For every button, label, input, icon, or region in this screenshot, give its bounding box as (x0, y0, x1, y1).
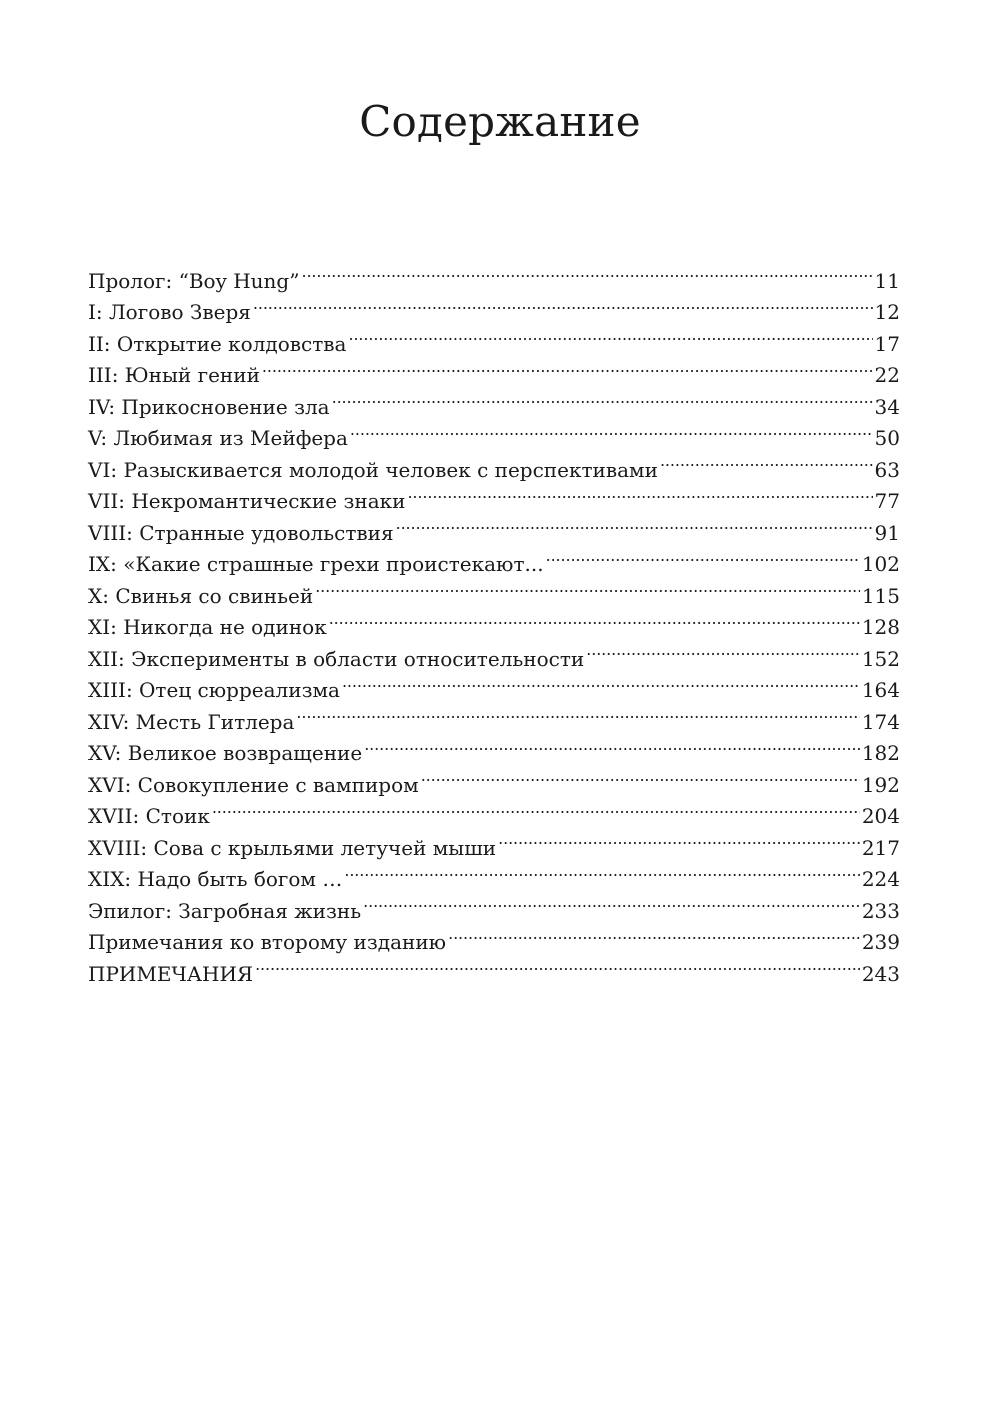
toc-entry-label: ПРИМЕЧАНИЯ (88, 961, 254, 986)
toc-dot-leader (315, 571, 860, 603)
toc-entry-page-number: 77 (874, 489, 900, 513)
page-title: Содержание (359, 97, 641, 146)
toc-entry-label: VI: Разыскивается молодой человек с перспективами (88, 457, 658, 482)
toc-entry-page-number: 239 (861, 930, 900, 954)
toc-dot-leader (212, 792, 860, 824)
toc-dot-leader (660, 445, 873, 477)
toc-entry-label: II: Открытие колдовства (88, 331, 347, 356)
toc-entry-page-number: 63 (874, 457, 900, 482)
toc-entry-page-number: 152 (861, 646, 900, 671)
toc-entry-label: XI: Никогда не одинок (88, 615, 327, 639)
toc-entry-label: X: Свинья со свиньей (88, 583, 314, 608)
toc-entry-page-number: 50 (874, 426, 900, 450)
toc-entry-page-number: 12 (874, 300, 900, 324)
toc-dot-leader (448, 918, 860, 950)
toc-dot-leader (342, 666, 860, 698)
toc-dot-leader (301, 256, 872, 288)
toc-entry-label: IV: Прикосновение зла (88, 394, 330, 419)
toc-dot-leader (348, 319, 872, 351)
toc-entry-page-number: 243 (861, 961, 900, 986)
toc-dot-leader (350, 414, 873, 446)
toc-dot-leader (364, 729, 860, 761)
toc-dot-leader (407, 477, 872, 509)
toc-dot-leader (255, 949, 860, 981)
toc-entry-label: I: Логово Зверя (88, 300, 251, 324)
toc-entry-page-number: 17 (874, 331, 900, 356)
toc-entry-label: V: Любимая из Мейфера (88, 426, 348, 450)
toc-entry-label: IX: «Какие страшные грехи проистекают... (88, 552, 544, 576)
toc-dot-leader (344, 855, 859, 887)
toc-entry-page-number: 34 (874, 394, 900, 419)
toc-entry-label: XV: Великое возвращение (88, 741, 363, 765)
toc-dot-leader (396, 508, 873, 540)
toc-entry-label: XIX: Надо быть богом … (88, 867, 343, 891)
toc-dot-leader (498, 823, 860, 855)
toc-entry-page-number: 128 (861, 615, 900, 639)
toc-dot-leader (329, 603, 860, 635)
toc-entry-page-number: 164 (861, 678, 900, 702)
toc-entry-label: VIII: Странные удовольствия (88, 520, 394, 545)
toc-dot-leader (296, 697, 859, 729)
toc-entry-label: XIV: Месть Гитлера (88, 709, 295, 734)
toc-entry-page-number: 217 (861, 835, 900, 860)
toc-entry-page-number: 91 (874, 520, 900, 545)
toc-entry-page-number: 204 (861, 804, 900, 828)
toc-entry-page-number: 233 (861, 898, 900, 923)
toc-entry-label: XIII: Отец сюрреализма (88, 678, 340, 702)
toc-entry-label: XVII: Стоик (88, 804, 210, 828)
toc-entry-label: XVI: Совокупление с вампиром (88, 772, 419, 797)
toc-dot-leader (262, 351, 873, 383)
toc-entry-page-number: 224 (861, 867, 900, 891)
toc-entry-label: XII: Эксперименты в области относительности (88, 646, 585, 671)
toc-entry-page-number: 22 (874, 363, 900, 387)
toc-dot-leader (546, 540, 860, 572)
toc-entry-label: Примечания ко второму изданию (88, 930, 447, 954)
toc-entry[interactable] (88, 256, 900, 293)
toc-entry-label: XVIII: Сова с крыльями летучей мыши (88, 835, 497, 860)
toc-entry-page-number: 174 (861, 709, 900, 734)
toc-entry-label: III: Юный гений (88, 363, 260, 387)
toc-entry-page-number: 182 (861, 741, 900, 765)
toc-entry-page-number: 102 (861, 552, 900, 576)
table-of-contents (88, 256, 900, 986)
toc-dot-leader (363, 886, 860, 918)
toc-dot-leader (253, 288, 873, 320)
toc-entry-label: Пролог: “Boy Hung” (88, 268, 300, 293)
toc-entry-label: Эпилог: Загробная жизнь (88, 898, 362, 923)
toc-entry-page-number: 11 (874, 268, 900, 293)
toc-dot-leader (421, 760, 860, 792)
toc-entry-page-number: 192 (861, 772, 900, 797)
toc-entry-page-number: 115 (861, 583, 900, 608)
toc-dot-leader (586, 634, 860, 666)
toc-entry-label: VII: Некромантические знаки (88, 489, 406, 513)
toc-dot-leader (332, 382, 873, 414)
